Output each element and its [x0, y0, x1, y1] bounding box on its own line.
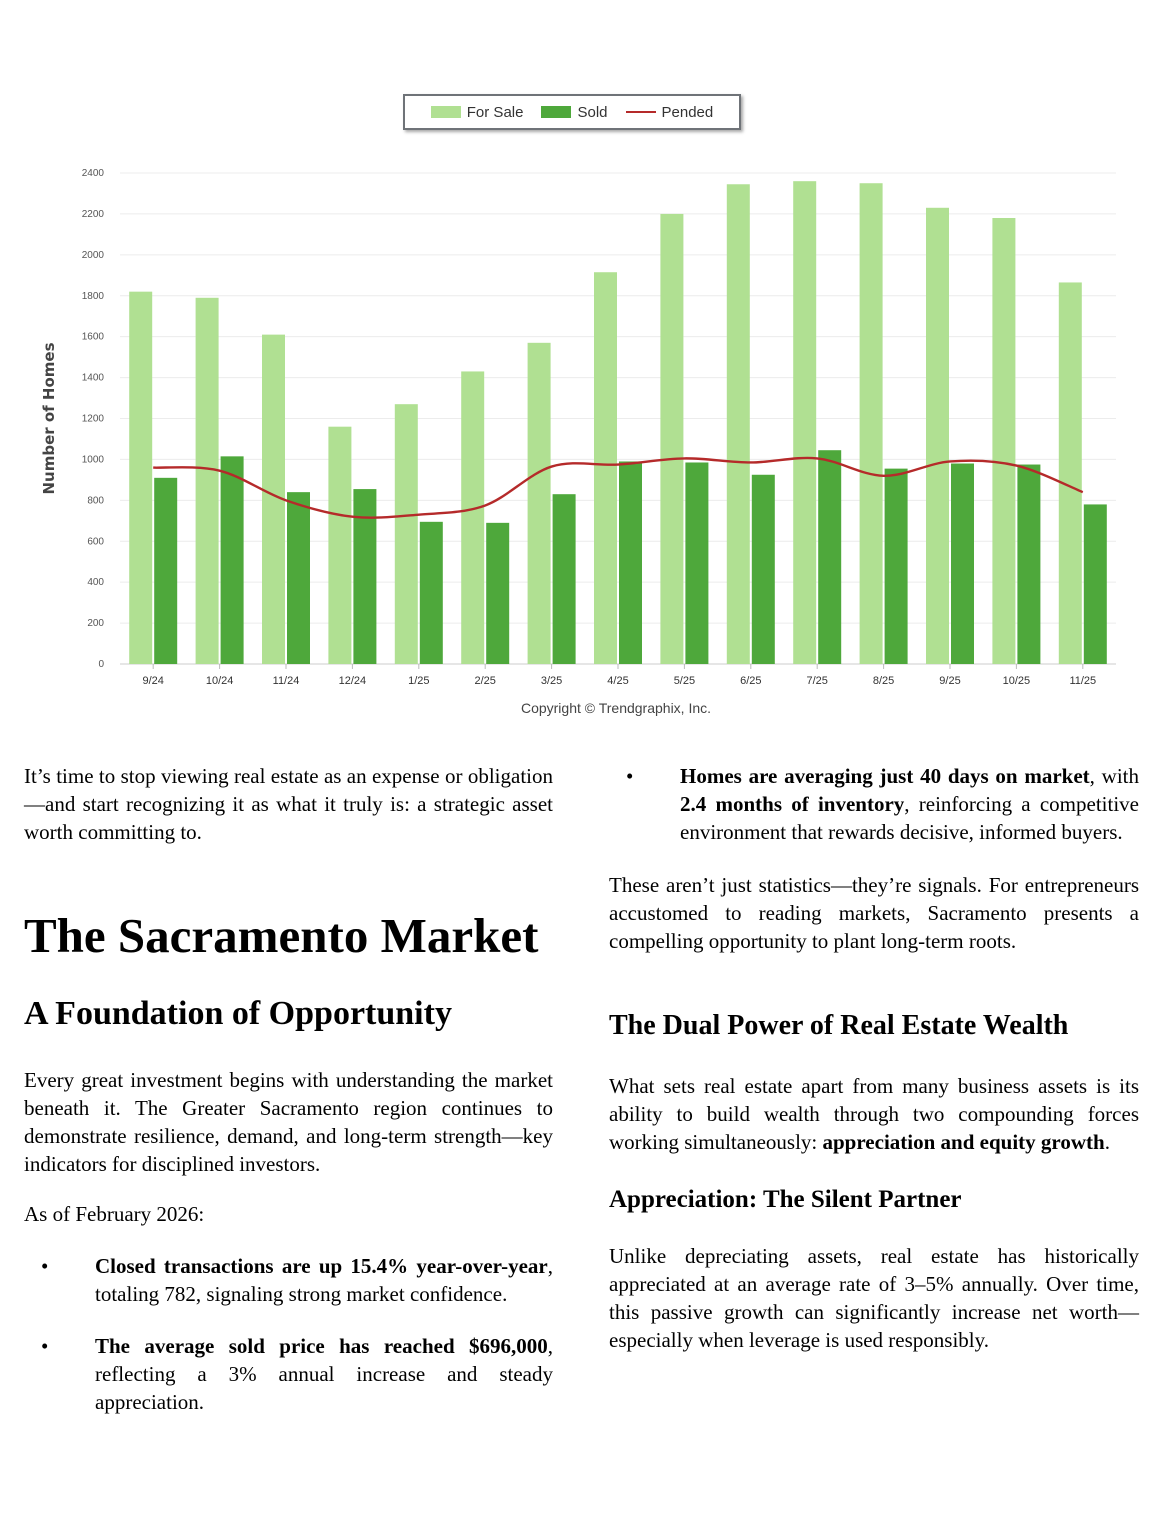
bullet-closed-transactions: [24, 1252, 553, 1308]
bar-for-sale: [727, 184, 750, 664]
bar-for-sale: [992, 218, 1015, 664]
x-tick-label: 8/25: [872, 675, 895, 687]
intro-paragraph: It’s time to stop viewing real estate as an expense or obligation—and start recognizing it as what it truly is: a strategic asset worth committing to.: [24, 764, 553, 844]
as-of-date: As of February 2026:: [24, 1202, 205, 1226]
sold-swatch-icon: [541, 106, 571, 118]
x-tick-label: 6/25: [740, 675, 762, 687]
y-tick-label: 2000: [81, 249, 104, 261]
appreciation-paragraph: Unlike depreciating assets, real estate has historically appreciated at an average rate of 3–5% annually. Over time, this passive growth can significantly increase net worth—especially when leverage is used responsibly.: [609, 1244, 1139, 1352]
left-column: [24, 762, 553, 1416]
bar-sold: [951, 464, 974, 664]
y-tick-label: 1400: [81, 372, 104, 384]
signals-paragraph: These aren’t just statistics—they’re signals. For entrepreneurs accustomed to reading markets, Sacramento presents a compelling opportunity to plant long-term roots.: [609, 873, 1139, 953]
y-tick-label: 600: [87, 536, 104, 548]
for-sale-swatch-icon: [431, 106, 461, 118]
paragraph-text: .: [1104, 1130, 1110, 1154]
legend-sold-label: Sold: [577, 103, 608, 121]
y-tick-label: 1800: [81, 290, 104, 302]
section-heading-appreciation: Appreciation: The Silent Partner: [609, 1186, 962, 1213]
bullet-bold: 2.4 months of inventory: [680, 792, 905, 816]
y-tick-label: 0: [98, 659, 104, 670]
legend-for-sale-label: For Sale: [466, 103, 524, 121]
paragraph-bold: appreciation and equity growth: [822, 1130, 1105, 1154]
bar-sold: [553, 494, 576, 664]
bullet-days-on-market: [609, 762, 1139, 846]
y-tick-label: 2400: [81, 168, 104, 179]
page-title: The Sacramento Market: [24, 908, 539, 963]
bar-sold: [353, 489, 376, 664]
bullet-bold: Closed transactions are up 15.4% year-over-year: [95, 1254, 548, 1278]
bar-for-sale: [129, 292, 152, 664]
bullet-dot-icon: •: [626, 764, 634, 788]
bar-sold: [1017, 465, 1040, 664]
legend-for-sale[interactable]: [431, 104, 524, 121]
bullet-sold-price: [24, 1332, 553, 1416]
dual-power-paragraph: [609, 1072, 1139, 1156]
section-heading-dual-power: The Dual Power of Real Estate Wealth: [609, 1010, 1069, 1041]
bar-sold: [885, 469, 908, 664]
bar-for-sale: [660, 214, 683, 664]
y-tick-label: 800: [87, 495, 104, 507]
bar-for-sale: [196, 298, 219, 664]
y-tick-label: 200: [87, 618, 104, 630]
bar-sold: [685, 462, 708, 664]
x-tick-label: 10/24: [205, 675, 234, 687]
bar-for-sale: [328, 427, 351, 664]
bar-sold: [752, 475, 775, 664]
right-column: [609, 762, 1139, 1354]
chart-legend: [403, 94, 741, 130]
x-tick-label: 3/25: [540, 675, 563, 687]
y-tick-label: 2200: [81, 208, 104, 220]
bar-for-sale: [1059, 282, 1082, 664]
section-subtitle: A Foundation of Opportunity: [24, 995, 452, 1032]
bullet-dot-icon: •: [41, 1334, 49, 1358]
x-tick-label: 1/25: [408, 675, 430, 687]
bar-sold: [287, 492, 310, 664]
y-tick-label: 400: [87, 577, 104, 589]
bar-for-sale: [461, 371, 484, 664]
bullet-text: , reinforcing a competitive environment that rewards decisive, informed buyers.: [680, 792, 1139, 844]
bar-sold: [1084, 504, 1107, 664]
x-tick-label: 12/24: [338, 675, 367, 687]
y-axis-title: Number of Homes: [40, 342, 58, 495]
bullet-text: , with: [1089, 764, 1139, 788]
bar-sold: [486, 523, 509, 664]
y-tick-label: 1200: [81, 413, 104, 425]
pended-swatch-icon: [626, 111, 656, 113]
x-tick-label: 11/24: [272, 675, 300, 687]
legend-sold[interactable]: [541, 104, 607, 121]
x-tick-label: 4/25: [607, 675, 629, 687]
x-tick-label: 11/25: [1069, 675, 1097, 687]
bar-for-sale: [860, 183, 883, 664]
bar-sold: [154, 478, 177, 664]
bar-for-sale: [793, 181, 816, 664]
x-tick-label: 5/25: [673, 675, 696, 687]
bar-for-sale: [395, 404, 418, 664]
legend-pended[interactable]: [626, 104, 714, 121]
x-tick-label: 9/24: [142, 675, 164, 687]
bar-for-sale: [594, 272, 617, 664]
x-tick-label: 10/25: [1002, 675, 1031, 687]
bar-for-sale: [528, 343, 551, 664]
x-tick-label: 2/25: [474, 675, 496, 687]
market-paragraph: Every great investment begins with understanding the market beneath it. The Greater Sacramento region continues to demonstrate resilience, demand, and long-term strength—key indicators for disciplined investors.: [24, 1068, 553, 1176]
x-tick-label: 9/25: [939, 675, 961, 687]
market-chart: [0, 0, 1166, 740]
bullet-text: , reflecting a 3% annual increase and steady appreciation.: [95, 1334, 553, 1414]
y-tick-label: 1000: [81, 454, 104, 466]
bar-sold: [420, 522, 443, 664]
bullet-bold: Homes are averaging just 40 days on market: [680, 764, 1090, 788]
bar-sold: [221, 456, 244, 664]
bullet-dot-icon: •: [41, 1254, 49, 1278]
paragraph-text: What sets real estate apart from many business assets is its ability to build wealth through two compounding forces working simultaneously:: [609, 1074, 1139, 1154]
bar-for-sale: [926, 208, 949, 664]
bullet-text: , totaling 782, signaling strong market confidence.: [95, 1254, 553, 1306]
bullet-bold: The average sold price has reached $696,000: [95, 1334, 548, 1358]
chart-copyright: Copyright © Trendgraphix, Inc.: [520, 700, 712, 716]
x-tick-label: 7/25: [806, 675, 828, 687]
y-tick-label: 1600: [81, 331, 104, 343]
bar-sold: [619, 461, 642, 664]
bar-sold: [818, 450, 841, 664]
legend-pended-label: Pended: [661, 103, 714, 121]
